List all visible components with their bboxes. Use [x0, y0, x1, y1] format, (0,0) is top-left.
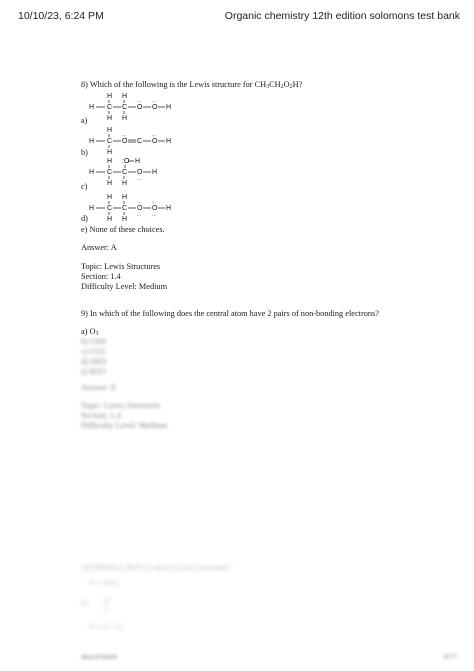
q9-option-c: c) CO2: [81, 347, 106, 356]
svg-text:H: H: [122, 216, 128, 223]
svg-text:H: H: [107, 93, 113, 100]
svg-text:O: O: [122, 138, 128, 145]
svg-text:O: O: [104, 598, 110, 605]
lewis-structure-c: [89, 157, 179, 189]
q8-option-c-label: c): [81, 182, 88, 191]
svg-text:H: H: [122, 115, 128, 122]
q9-option-e: e) H2O: [81, 367, 106, 376]
svg-text:··: ··: [152, 133, 156, 139]
svg-text:C: C: [107, 205, 113, 212]
svg-text:C: C: [122, 104, 128, 111]
header-title: Organic chemistry 12th edition solomons test bank: [224, 10, 460, 22]
footer-page-number: 4/77: [443, 654, 457, 661]
svg-text:H: H: [89, 104, 95, 111]
q9-section: Section: 1.4: [81, 411, 121, 420]
svg-text:H: H: [166, 205, 172, 212]
svg-text:H: H: [89, 580, 95, 587]
svg-text:··: ··: [122, 133, 126, 139]
svg-text:H: H: [122, 180, 128, 187]
svg-text:H: H: [107, 127, 113, 134]
svg-text:O: O: [137, 205, 143, 212]
svg-text:H: H: [135, 158, 141, 165]
svg-text:C: C: [122, 169, 128, 176]
svg-text:H: H: [107, 216, 113, 223]
svg-text:··: ··: [152, 213, 156, 219]
svg-text:O: O: [137, 169, 143, 176]
q8-option-a-label: a): [81, 116, 88, 125]
q8-section: Section: 1.4: [81, 272, 121, 281]
svg-text:O: O: [152, 104, 158, 111]
svg-text:··: ··: [137, 99, 141, 105]
svg-text:C: C: [107, 169, 113, 176]
svg-text:C: C: [104, 624, 110, 631]
svg-text:··: ··: [137, 200, 141, 206]
q8-answer: Answer: A: [81, 243, 117, 252]
svg-text:C: C: [122, 205, 128, 212]
svg-text:C: C: [137, 138, 143, 145]
page-header: [18, 10, 460, 22]
svg-text:H: H: [89, 205, 95, 212]
page-footer: [81, 654, 457, 661]
svg-text:H: H: [122, 93, 128, 100]
svg-text:H: H: [152, 169, 158, 176]
footer-url: about:blank: [81, 654, 118, 661]
svg-text:··: ··: [152, 99, 156, 105]
svg-text:H: H: [166, 138, 172, 145]
q9-difficulty: Difficulty Level: Medium: [81, 421, 168, 430]
svg-text:C: C: [107, 104, 113, 111]
lewis-structure-a: [89, 92, 179, 122]
q8-option-d-label: d): [81, 214, 88, 223]
svg-text:··: ··: [137, 177, 141, 183]
lewis-structure-b: [89, 126, 179, 156]
q8-question: 8) Which of the following is the Lewis structure for $CH_3CH_2O_2H$?: [81, 80, 303, 90]
q9-option-b: b) CH4: [81, 337, 106, 346]
svg-text:H: H: [89, 169, 95, 176]
svg-text:H: H: [166, 104, 172, 111]
svg-text:H: H: [89, 624, 95, 631]
svg-text:C: C: [107, 138, 113, 145]
svg-text:H: H: [107, 149, 113, 156]
header-datetime: 10/10/23, 6:24 PM: [18, 10, 104, 22]
q9-option-a: a) $O_3$: [81, 327, 99, 337]
svg-text:H: H: [122, 194, 128, 201]
svg-text::O: :O: [122, 158, 130, 165]
svg-text:H: H: [107, 158, 113, 165]
q10-question: 10) Which is NOT a correct Lewis structure?: [81, 563, 231, 572]
q9-question: 9) In which of the following does the central atom have 2 pairs of non-bonding electrons?: [81, 309, 379, 318]
svg-text:O: O: [152, 138, 158, 145]
svg-text:··: ··: [152, 200, 156, 206]
lewis-structure-d: [89, 193, 179, 223]
svg-text:O=C: O=C: [104, 580, 119, 587]
q8-option-b-label: b): [81, 148, 88, 157]
svg-text:H: H: [107, 194, 113, 201]
q9-option-d: d) NH3: [81, 357, 107, 366]
svg-text:H: H: [89, 138, 95, 145]
svg-text:H: H: [107, 115, 113, 122]
q9-topic: Topic: Lewis Structures: [81, 401, 161, 410]
svg-text:O: O: [152, 205, 158, 212]
q10-option-a-label: a): [81, 598, 88, 607]
q8-difficulty: Difficulty Level: Medium: [81, 282, 168, 291]
svg-text:H: H: [107, 180, 113, 187]
q8-topic: Topic: Lewis Structures: [81, 262, 161, 271]
q9-answer: Answer: E: [81, 383, 117, 392]
q10-lewis-structure: [89, 577, 149, 637]
svg-text:C: C: [118, 624, 124, 631]
svg-text:O: O: [137, 104, 143, 111]
svg-text:··: ··: [137, 213, 141, 219]
q8-option-e: e) None of these choices.: [81, 225, 165, 234]
